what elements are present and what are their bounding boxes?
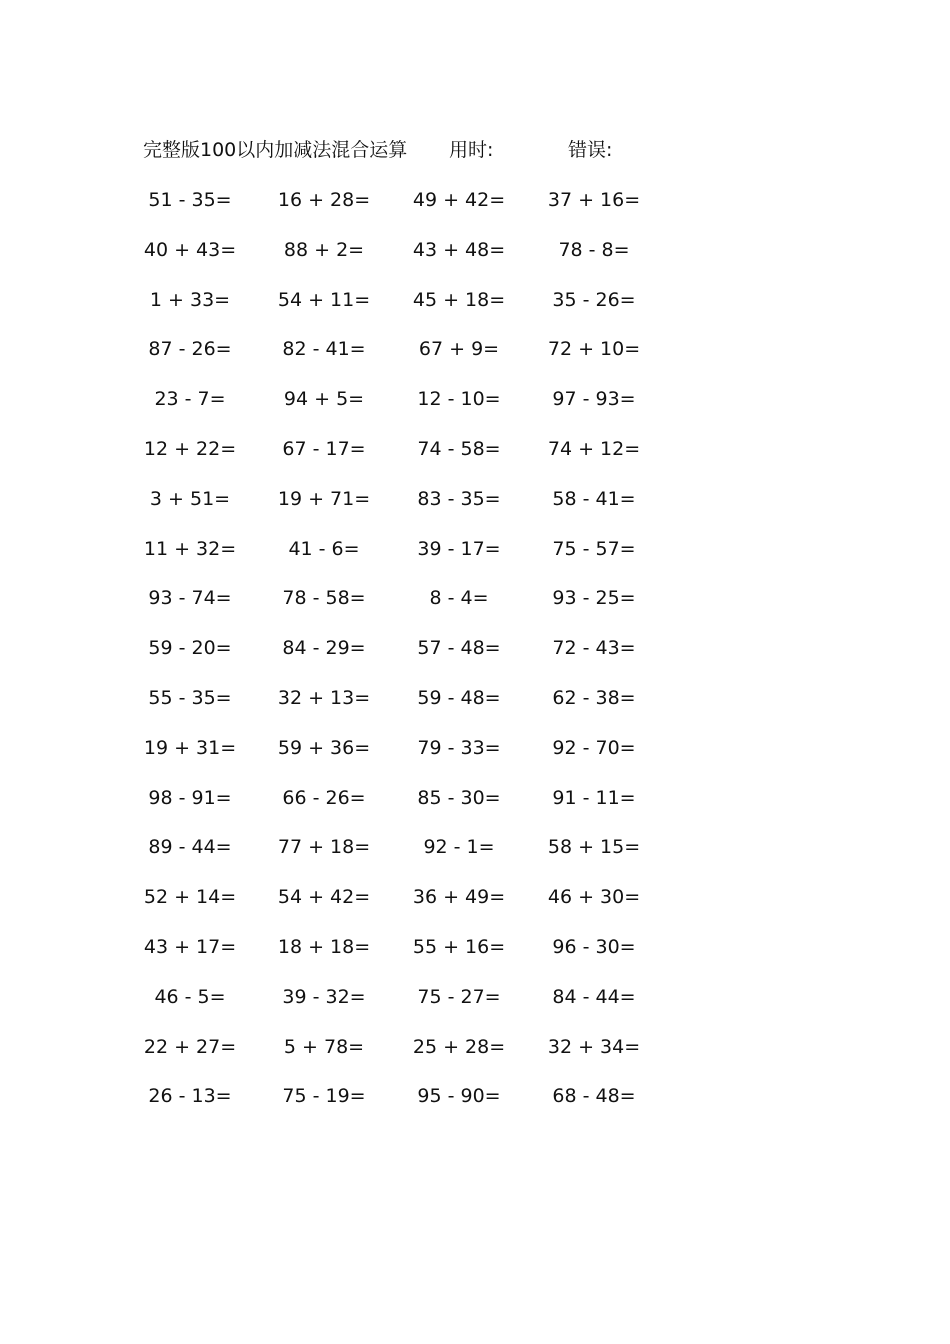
problem-item: 75 - 27=: [417, 986, 501, 1008]
problem-item: 62 - 38=: [552, 687, 636, 709]
problem-item: 36 + 49=: [412, 886, 506, 908]
problem-item: 45 + 18=: [412, 289, 506, 311]
problem-item: 12 - 10=: [417, 388, 501, 410]
problem-item: 79 - 33=: [417, 737, 501, 759]
problem-item: 66 - 26=: [282, 787, 366, 809]
problem-item: 74 + 12=: [547, 438, 641, 460]
problem-item: 35 - 26=: [552, 289, 636, 311]
problem-item: 72 - 43=: [552, 637, 636, 659]
problem-item: 23 - 7=: [154, 388, 226, 410]
problem-item: 18 + 18=: [277, 936, 371, 958]
errors-label: 错误:: [568, 139, 613, 161]
problem-item: 98 - 91=: [148, 787, 232, 809]
problem-item: 93 - 74=: [148, 587, 232, 609]
problem-item: 16 + 28=: [277, 189, 371, 211]
problem-item: 91 - 11=: [552, 787, 636, 809]
problem-item: 54 + 42=: [277, 886, 371, 908]
problem-item: 11 + 32=: [143, 538, 237, 560]
problem-item: 43 + 48=: [412, 239, 506, 261]
problem-item: 97 - 93=: [552, 388, 636, 410]
problem-item: 59 + 36=: [277, 737, 371, 759]
problem-item: 19 + 71=: [277, 488, 371, 510]
problem-item: 84 - 44=: [552, 986, 636, 1008]
problem-item: 84 - 29=: [282, 637, 366, 659]
problem-item: 96 - 30=: [552, 936, 636, 958]
problem-item: 58 + 15=: [547, 836, 641, 858]
problem-item: 58 - 41=: [552, 488, 636, 510]
problem-item: 54 + 11=: [277, 289, 371, 311]
problem-item: 5 + 78=: [283, 1036, 365, 1058]
problem-item: 39 - 32=: [282, 986, 366, 1008]
problem-item: 1 + 33=: [149, 289, 231, 311]
problem-item: 32 + 34=: [547, 1036, 641, 1058]
page-title: 完整版100以内加减法混合运算: [143, 139, 408, 161]
problem-item: 77 + 18=: [277, 836, 371, 858]
problem-item: 22 + 27=: [143, 1036, 237, 1058]
problem-item: 78 - 8=: [558, 239, 630, 261]
problem-item: 68 - 48=: [552, 1085, 636, 1107]
problem-item: 59 - 20=: [148, 637, 232, 659]
problem-item: 12 + 22=: [143, 438, 237, 460]
problem-item: 92 - 70=: [552, 737, 636, 759]
problem-item: 46 - 5=: [154, 986, 226, 1008]
problem-item: 8 - 4=: [429, 587, 489, 609]
problem-item: 19 + 31=: [143, 737, 237, 759]
problem-item: 32 + 13=: [277, 687, 371, 709]
problem-item: 83 - 35=: [417, 488, 501, 510]
problem-item: 87 - 26=: [148, 338, 232, 360]
worksheet-header: [0, 0, 950, 170]
problem-item: 26 - 13=: [148, 1085, 232, 1107]
problem-item: 43 + 17=: [143, 936, 237, 958]
problem-item: 51 - 35=: [148, 189, 232, 211]
problem-item: 25 + 28=: [412, 1036, 506, 1058]
problem-item: 88 + 2=: [283, 239, 365, 261]
problem-item: 52 + 14=: [143, 886, 237, 908]
problem-item: 3 + 51=: [149, 488, 231, 510]
problem-item: 49 + 42=: [412, 189, 506, 211]
problem-item: 74 - 58=: [417, 438, 501, 460]
problem-item: 92 - 1=: [423, 836, 495, 858]
problem-item: 67 + 9=: [418, 338, 500, 360]
problem-item: 93 - 25=: [552, 587, 636, 609]
problem-item: 75 - 57=: [552, 538, 636, 560]
problem-item: 78 - 58=: [282, 587, 366, 609]
problem-item: 57 - 48=: [417, 637, 501, 659]
problem-item: 37 + 16=: [547, 189, 641, 211]
problem-item: 95 - 90=: [417, 1085, 501, 1107]
problem-item: 82 - 41=: [282, 338, 366, 360]
problem-item: 46 + 30=: [547, 886, 641, 908]
problem-item: 40 + 43=: [143, 239, 237, 261]
problem-item: 41 - 6=: [288, 538, 360, 560]
problem-item: 39 - 17=: [417, 538, 501, 560]
problem-item: 89 - 44=: [148, 836, 232, 858]
problem-item: 67 - 17=: [282, 438, 366, 460]
problem-item: 72 + 10=: [547, 338, 641, 360]
problem-item: 75 - 19=: [282, 1085, 366, 1107]
problem-item: 55 - 35=: [148, 687, 232, 709]
problem-item: 85 - 30=: [417, 787, 501, 809]
problem-item: 55 + 16=: [412, 936, 506, 958]
problem-item: 94 + 5=: [283, 388, 365, 410]
time-used-label: 用时:: [449, 139, 494, 161]
problem-item: 59 - 48=: [417, 687, 501, 709]
